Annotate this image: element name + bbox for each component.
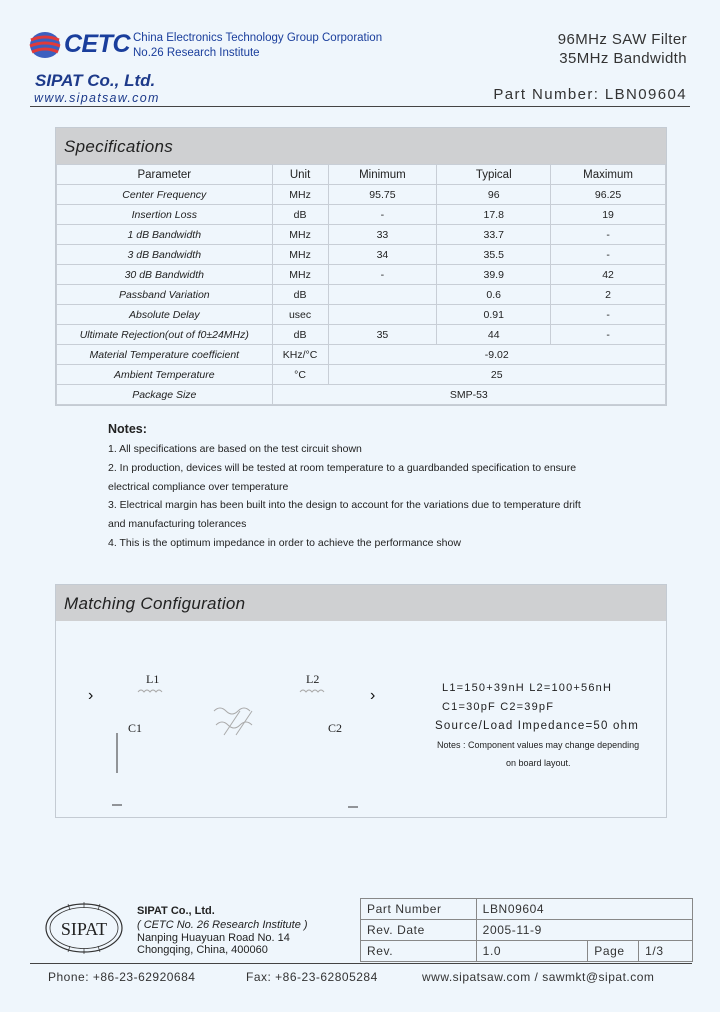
label-c1: C1 <box>128 721 143 735</box>
inductor-values: L1=150+39nH L2=100+56nH <box>442 682 613 694</box>
part-number-value: LBN09604 <box>476 899 692 920</box>
product-title: 96MHz SAW Filter <box>557 31 687 48</box>
table-row <box>57 365 666 385</box>
rev-date-label: Rev. Date <box>361 920 477 941</box>
parameter-cell: Absolute Delay <box>57 305 273 325</box>
unit-cell: MHz <box>272 225 328 245</box>
input-arrow-icon: › <box>88 687 94 704</box>
fax-number: Fax: +86-23-62805284 <box>246 970 378 984</box>
rev-date-value: 2005-11-9 <box>476 920 692 941</box>
website-link[interactable]: www.sipatsaw.com <box>34 91 160 105</box>
typical-cell: 35.5 <box>437 245 551 265</box>
impedance-text: Source/Load Impedance=50 ohm <box>435 720 639 732</box>
parameter-cell: 3 dB Bandwidth <box>57 245 273 265</box>
rev-label: Rev. <box>361 941 477 962</box>
maximum-cell: 19 <box>551 205 666 225</box>
note-line: 4. This is the optimum impedance in order to achieve the performance show <box>108 536 461 549</box>
minimum-cell: 34 <box>328 245 437 265</box>
unit-cell: dB <box>272 285 328 305</box>
typical-cell: 33.7 <box>437 225 551 245</box>
unit-cell: usec <box>272 305 328 325</box>
table-row <box>361 941 693 962</box>
minimum-cell: 95.75 <box>328 185 437 205</box>
notes-title: Notes: <box>108 422 147 436</box>
component-note-line2: on board layout. <box>506 758 571 768</box>
parameter-cell: Insertion Loss <box>57 205 273 225</box>
value-cell: SMP-53 <box>272 385 665 405</box>
typical-cell: 96 <box>437 185 551 205</box>
parameter-cell: Package Size <box>57 385 273 405</box>
footer-institute: ( CETC No. 26 Research Institute ) <box>137 919 308 931</box>
cetc-globe-icon <box>28 30 62 60</box>
footer-company: SIPAT Co., Ltd. <box>137 905 215 917</box>
minimum-cell: 33 <box>328 225 437 245</box>
parameter-cell: Passband Variation <box>57 285 273 305</box>
svg-text:SIPAT: SIPAT <box>60 919 108 939</box>
notes-block <box>108 422 581 553</box>
maximum-cell: 2 <box>551 285 666 305</box>
note-line: and manufacturing tolerances <box>108 518 247 531</box>
unit-cell: dB <box>272 205 328 225</box>
part-number-label: Part Number <box>361 899 477 920</box>
column-header: Minimum <box>328 165 437 185</box>
table-row <box>57 345 666 365</box>
revision-table <box>360 898 693 962</box>
sipat-seal-logo <box>38 900 130 956</box>
phone-number: Phone: +86-23-62920684 <box>48 970 196 984</box>
table-row <box>57 225 666 245</box>
table-row <box>57 305 666 325</box>
parameter-cell: 30 dB Bandwidth <box>57 265 273 285</box>
output-arrow-icon: › <box>370 687 376 704</box>
table-header-row <box>57 165 666 185</box>
matching-section <box>55 584 667 818</box>
minimum-cell: - <box>328 205 437 225</box>
table-row <box>57 245 666 265</box>
org-name: China Electronics Technology Group Corporation <box>133 32 383 44</box>
parameter-cell: 1 dB Bandwidth <box>57 225 273 245</box>
product-subtitle: 35MHz Bandwidth <box>559 50 687 67</box>
maximum-cell: 42 <box>551 265 666 285</box>
table-row <box>57 325 666 345</box>
table-row <box>57 265 666 285</box>
parameter-cell: Ultimate Rejection(out of f0±24MHz) <box>57 325 273 345</box>
specifications-title: Specifications <box>56 128 666 164</box>
column-header: Maximum <box>551 165 666 185</box>
footer-address-line1: Nanping Huayuan Road No. 14 <box>137 932 290 944</box>
typical-cell: 0.91 <box>437 305 551 325</box>
table-row <box>361 899 693 920</box>
note-line: electrical compliance over temperature <box>108 480 289 493</box>
footer-address-line2: Chongqing, China, 400060 <box>137 944 268 956</box>
table-row <box>361 920 693 941</box>
minimum-cell <box>328 305 437 325</box>
note-line: 3. Electrical margin has been built into the design to account for the variations due to temperature drift <box>108 499 581 512</box>
maximum-cell: - <box>551 225 666 245</box>
unit-cell: MHz <box>272 245 328 265</box>
saw-filter-icon <box>214 708 252 735</box>
table-row <box>57 285 666 305</box>
table-row <box>57 205 666 225</box>
parameter-cell: Material Temperature coefficient <box>57 345 273 365</box>
table-row <box>57 185 666 205</box>
typical-cell: 17.8 <box>437 205 551 225</box>
page-label: Page <box>588 941 639 962</box>
capacitor-values: C1=30pF C2=39pF <box>442 701 555 713</box>
inductor-l2-icon <box>300 690 324 692</box>
page-value: 1/3 <box>639 941 693 962</box>
value-cell: 25 <box>328 365 666 385</box>
unit-cell: MHz <box>272 185 328 205</box>
cetc-logo-text: CETC <box>64 30 131 58</box>
parameter-cell: Ambient Temperature <box>57 365 273 385</box>
maximum-cell: - <box>551 325 666 345</box>
label-l1: L1 <box>146 672 160 686</box>
matching-circuit-diagram <box>56 621 666 817</box>
parameter-cell: Center Frequency <box>57 185 273 205</box>
minimum-cell: 35 <box>328 325 437 345</box>
minimum-cell <box>328 285 437 305</box>
matching-body <box>56 621 666 817</box>
unit-cell: dB <box>272 325 328 345</box>
column-header: Unit <box>272 165 328 185</box>
label-c2: C2 <box>328 721 343 735</box>
web-email-link[interactable]: www.sipatsaw.com / sawmkt@sipat.com <box>422 970 655 984</box>
label-l2: L2 <box>306 672 320 686</box>
column-header: Parameter <box>57 165 273 185</box>
specifications-table <box>56 164 666 405</box>
unit-cell: KHz/°C <box>272 345 328 365</box>
column-header: Typical <box>437 165 551 185</box>
component-note-line1: Notes : Component values may change depending <box>437 740 640 750</box>
typical-cell: 39.9 <box>437 265 551 285</box>
table-row <box>57 385 666 405</box>
company-name: SIPAT Co., Ltd. <box>35 71 156 90</box>
note-line: 2. In production, devices will be tested at room temperature to a guardbanded specification to ensure <box>108 461 577 474</box>
maximum-cell: - <box>551 305 666 325</box>
note-line: 1. All specifications are based on the test circuit shown <box>108 443 362 455</box>
inductor-l1-icon <box>138 690 162 692</box>
value-cell: -9.02 <box>328 345 666 365</box>
unit-cell: MHz <box>272 265 328 285</box>
typical-cell: 0.6 <box>437 285 551 305</box>
header-divider <box>30 106 690 107</box>
part-number-header: Part Number: LBN09604 <box>493 86 687 103</box>
maximum-cell: - <box>551 245 666 265</box>
maximum-cell: 96.25 <box>551 185 666 205</box>
footer-divider <box>30 963 692 964</box>
minimum-cell: - <box>328 265 437 285</box>
rev-value: 1.0 <box>476 941 588 962</box>
institute-name: No.26 Research Institute <box>133 47 260 59</box>
specifications-section <box>55 127 667 406</box>
unit-cell: °C <box>272 365 328 385</box>
matching-title: Matching Configuration <box>56 585 666 621</box>
typical-cell: 44 <box>437 325 551 345</box>
